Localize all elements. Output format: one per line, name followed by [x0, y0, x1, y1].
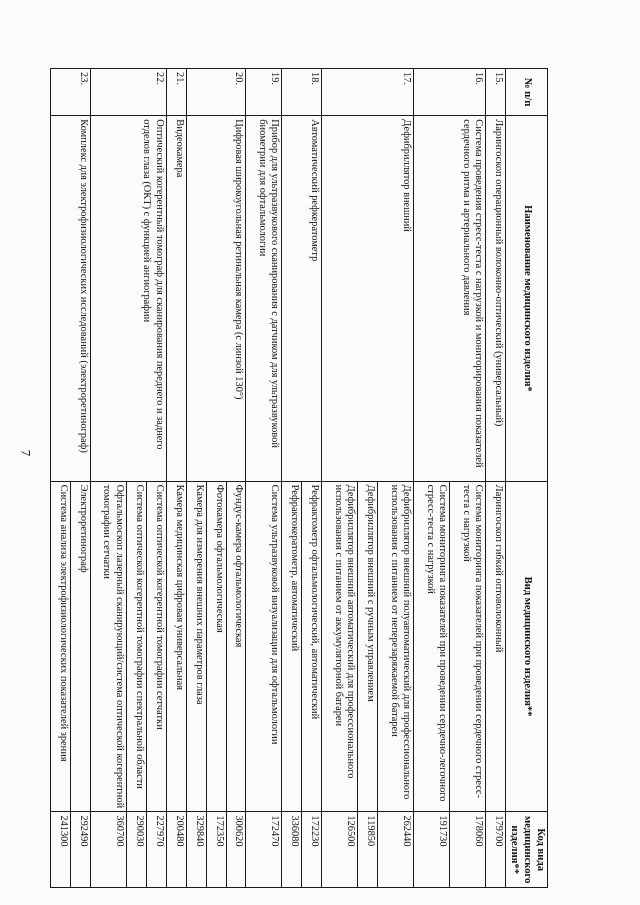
row-number: 16. [414, 69, 486, 116]
device-kind-code: 178060 [450, 812, 486, 888]
header-no: № п/п [506, 69, 548, 116]
device-name: Цифровая широкоугольная ретинальная камера (с линзой 130°) [186, 116, 246, 481]
device-kind: Дефибриллятор внешний полуавтоматический для профессионального использования с питанием от неперезаряжаемой батареи [378, 481, 414, 812]
device-kind: Система оптической когерентной томографии спектральной области [127, 481, 147, 812]
device-kind: Ларингоскоп гибкий оптоволоконный [486, 481, 506, 812]
device-name: Оптический когерентный томограф для сканирования переднего и заднего отделов глаза (ОКТ) с функцией ангиографии [90, 116, 166, 481]
row-number: 15. [486, 69, 506, 116]
device-name: Дефибриллятор внешний [322, 116, 414, 481]
page-number: 7 [18, 449, 34, 457]
table-row [378, 69, 414, 888]
device-kind-code: 172230 [302, 812, 322, 888]
table-row [146, 69, 166, 888]
device-kind: Электроретинограф [71, 481, 91, 812]
device-kind-code: 191730 [414, 812, 450, 888]
row-number: 22. [90, 69, 166, 116]
device-name: Прибор для ультразвукового сканирования с датчиком для ультразвуковой биометрии для офтальмологии [246, 116, 282, 481]
device-name: Комплекс для электрофизиологических исследований (электроретинограф) [51, 116, 91, 481]
device-kind: Рефрактометр офтальмологический, автоматический [302, 481, 322, 812]
device-kind: Дефибриллятор внешний с ручным управлением [358, 481, 378, 812]
table-header-row [506, 69, 548, 888]
device-kind: Фундус-камера офтальмологическая [226, 481, 246, 812]
header-code: Код вида медицинского изделия** [506, 812, 548, 888]
table-row [302, 69, 322, 888]
row-number: 21. [166, 69, 186, 116]
medical-devices-table [50, 68, 548, 888]
header-kind: Вид медицинского изделия** [506, 481, 548, 812]
device-name: Ларингоскоп операционный волоконно-оптический (универсальный) [486, 116, 506, 481]
device-kind: Дефибриллятор внешний автоматический для профессионального использования с питанием от аккумуляторной батареи [322, 481, 358, 812]
device-kind: Рефрактокератометр, автоматический [282, 481, 302, 812]
device-kind-code: 262440 [378, 812, 414, 888]
device-name: Система проведения стресс-теста с нагрузкой и мониторирования показателей сердечного ритма и артериального давления [414, 116, 486, 481]
device-kind-code: 290030 [127, 812, 147, 888]
device-kind: Офтальмоскоп лазерный сканирующий/система оптической когерентной томографии сетчатки [90, 481, 126, 812]
device-kind-code: 336080 [282, 812, 302, 888]
device-kind: Система мониторинга показателей при проведении сердечно-легочного стресс-теста с нагрузкой [414, 481, 450, 812]
device-kind: Фотокамера офтальмологическая [206, 481, 226, 812]
device-kind: Камера медицинская цифровая универсальная [166, 481, 186, 812]
row-number: 19. [246, 69, 282, 116]
row-number: 20. [186, 69, 246, 116]
device-name: Автоматический рефкератометр [282, 116, 322, 481]
device-kind-code: 360700 [90, 812, 126, 888]
device-kind-code: 300620 [226, 812, 246, 888]
row-number: 18. [282, 69, 322, 116]
device-kind-code: 329840 [186, 812, 206, 888]
row-number: 23. [51, 69, 91, 116]
device-kind-code: 241300 [51, 812, 71, 888]
device-kind-code: 292490 [71, 812, 91, 888]
device-kind-code: 227970 [146, 812, 166, 888]
device-kind-code: 179700 [486, 812, 506, 888]
device-kind-code: 172350 [206, 812, 226, 888]
table-row [450, 69, 486, 888]
header-name: Наименование медицинского изделия* [506, 116, 548, 481]
table-row [71, 69, 91, 888]
device-kind: Камера для измерения внешних параметров глаза [186, 481, 206, 812]
rotated-table-wrapper [50, 68, 548, 888]
device-kind-code: 119850 [358, 812, 378, 888]
device-kind: Система мониторинга показателей при проведении сердечного стресс-теста с нагрузкой [450, 481, 486, 812]
table-row [246, 69, 282, 888]
device-kind: Система ультразвуковой визуализации для офтальмологии [246, 481, 282, 812]
table-body [51, 69, 506, 888]
device-kind: Система анализа электрофизиологических показателей зрения [51, 481, 71, 812]
table-row [166, 69, 186, 888]
table-row [486, 69, 506, 888]
device-kind: Система оптической когерентной томографии сетчатки [146, 481, 166, 812]
row-number: 17. [322, 69, 414, 116]
device-kind-code: 126500 [322, 812, 358, 888]
device-kind-code: 172470 [246, 812, 282, 888]
table-row [226, 69, 246, 888]
device-kind-code: 200480 [166, 812, 186, 888]
device-name: Видеокамера [166, 116, 186, 481]
